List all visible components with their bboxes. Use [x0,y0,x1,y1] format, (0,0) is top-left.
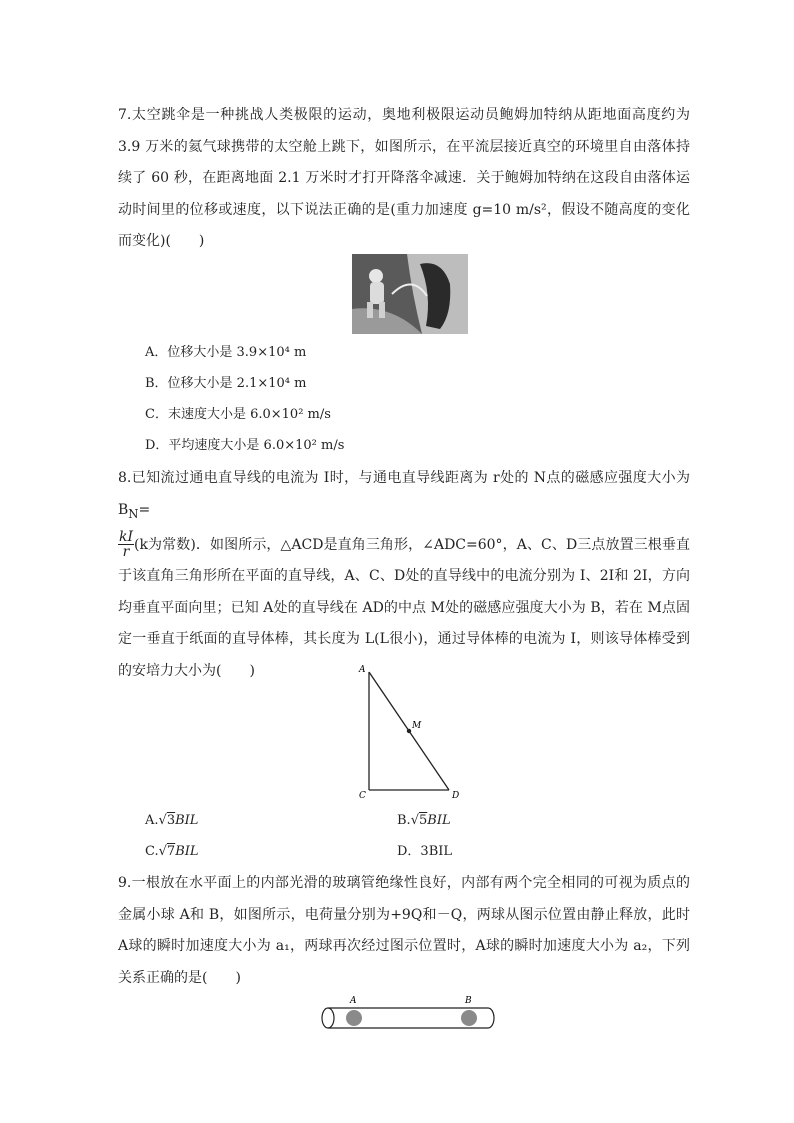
q8-option-d: D．3BIL [397,844,453,859]
skydiver-photo-graphic [352,254,468,334]
label-c: C [359,791,366,800]
q8-option-c: C.√7BIL [145,844,199,859]
q8-opt-a-rad: 3 [166,813,176,828]
label-d: D [452,791,460,800]
q8-text [118,463,690,687]
q8-sub: N [128,506,139,521]
q7-option-b: B．位移大小是 2.1×10⁴ m [145,376,307,391]
q7-option-c: C．末速度大小是 6.0×10² m/s [145,407,331,422]
q7-option-d: D．平均速度大小是 6.0×10² m/s [145,438,345,453]
q8-frac-num: kI [119,529,134,546]
triangle-diagram [355,660,465,800]
skydiver-photo [352,254,468,334]
tube-left-end [322,1008,334,1028]
label-m: M [412,721,422,731]
ball-b [461,1010,477,1026]
q8-opt-c-pre: C. [145,844,159,859]
label-a: A [359,665,366,675]
q8-fraction [118,530,134,559]
q8-text-after: (k为常数)．如图所示，△ACD是直角三角形，∠ADC=60°，A、C、D三点放置三根垂直于该直角三角形所在平面的直导线，A、C、D处的直导线中的电流分别为 I、2I和 2I，方向均垂直平面向里；已知 A处的直导线在 AD的中点 M处的磁感应强度大小为 B，若在 M点固定一垂直于纸面的直导体棒，其长度为 L(L很小)，通过导体棒的电流为 I，则该导体棒受到的安培力大小为( ) [118,536,690,679]
q8-frac-den: r [122,544,130,561]
q8-opt-b-post: BIL [427,813,451,828]
q9-text: 9.一根放在水平面上的内部光滑的玻璃管绝缘性良好，内部有两个完全相同的可视为质点的金属小球 A和 B，如图所示，电荷量分别为+9Q和－Q，两球从图示位置由静止释放，此时 A球的瞬时加速度大小为 a₁，两球再次经过图示位置时，A球的瞬时加速度大小为 a₂，下列关系正确的是( ) [118,875,690,986]
q8-option-a: A.√3BIL [145,813,199,828]
q7-option-a: A．位移大小是 3.9×10⁴ m [145,345,307,360]
ball-a [346,1010,362,1026]
q8-opt-a-pre: A. [145,813,159,828]
q8-intro: 8.已知流过通电直导线的电流为 I时，与通电直导线距离为 r处的 N点的磁感应强度大小为 B [118,470,690,518]
q8-option-b: B.√5BIL [397,813,451,828]
q8-eq: = [138,501,151,518]
point-m [407,729,411,733]
q8-opt-b-pre: B. [397,813,411,828]
q8-opt-a-post: BIL [175,813,199,828]
q7-text: 7.太空跳伞是一种挑战人类极限的运动，奥地利极限运动员鲍姆加特纳从距地面高度约为 3.9 万米的氦气球携带的太空舱上跳下，如图所示，在平流层接近真空的环境里自由落体持续了 60 秒，在距离地面 2.1 万米时才打开降落伞减速．关于鲍姆加特纳在这段自由落体运动时间里的位移或速度，以下说法正确的是(重力加速度 g=10 m/s²，假设不随高度的变化而变化)( ) [118,107,690,249]
glass-tube-diagram [318,990,504,1032]
q8-opt-c-rad: 7 [166,844,176,859]
q8-opt-c-post: BIL [175,844,199,859]
label-ball-a: A [350,996,357,1006]
q8-opt-b-rad: 5 [418,813,428,828]
label-ball-b: B [465,996,472,1006]
